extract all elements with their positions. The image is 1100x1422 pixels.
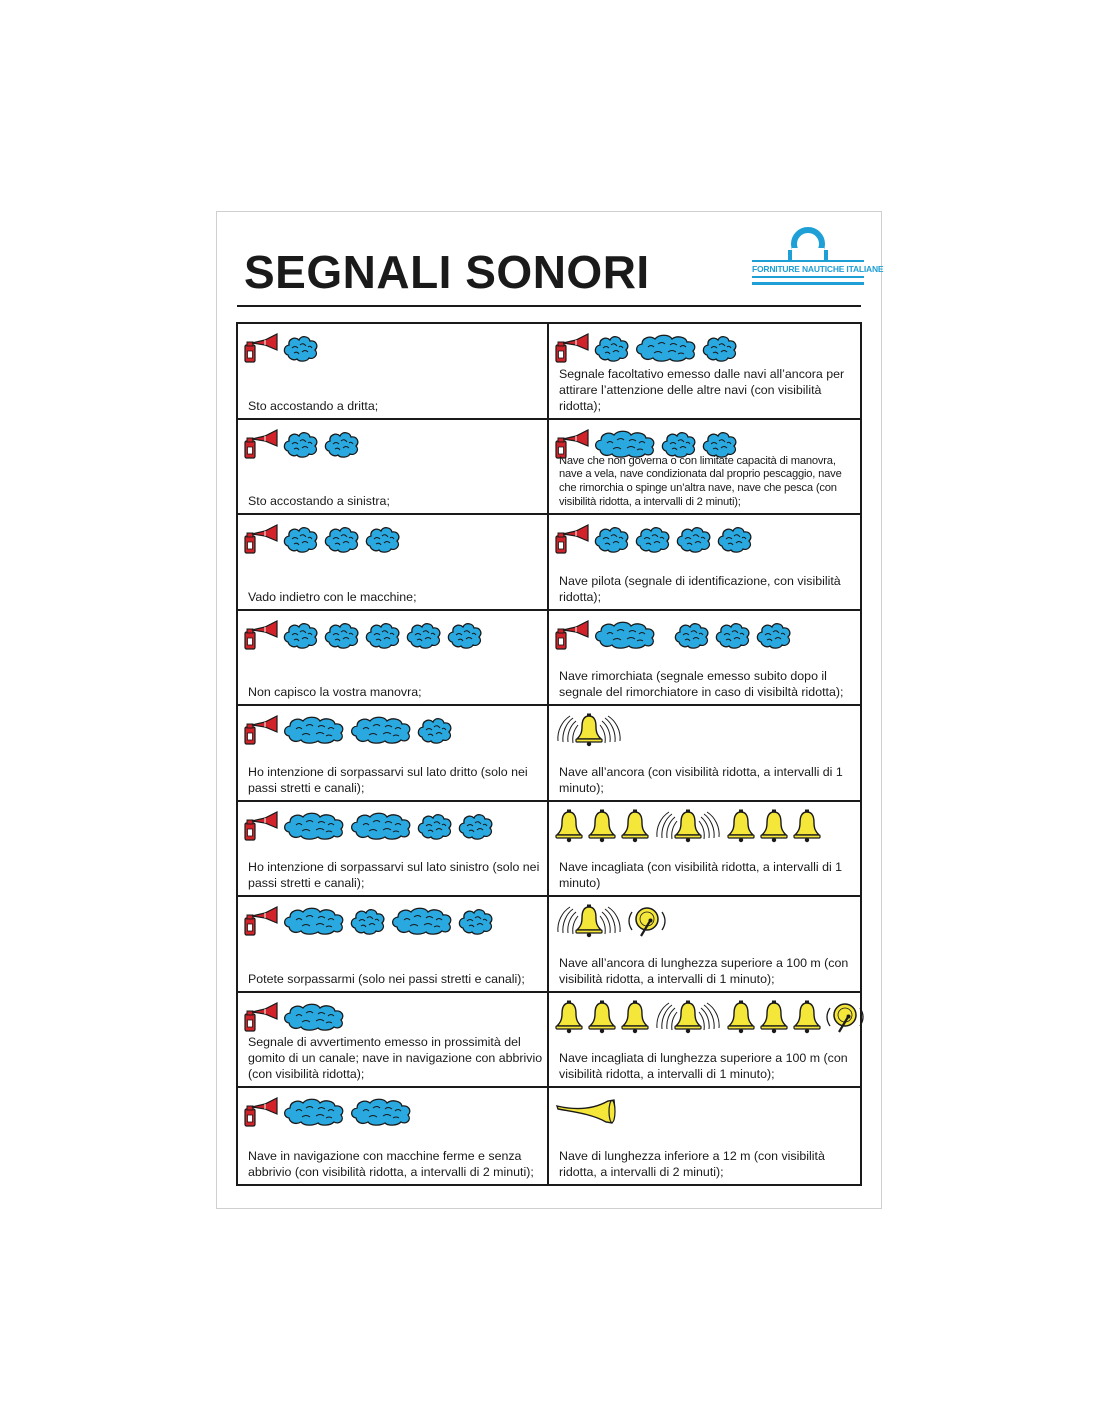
long-blast-icon	[634, 332, 698, 364]
ringing-bell-icon	[653, 809, 723, 843]
signal-cell-18	[549, 1088, 860, 1184]
logo-stripe	[752, 282, 864, 285]
bell-icon	[759, 1000, 789, 1034]
signal-cell-15	[238, 993, 549, 1089]
long-blast-icon	[390, 905, 454, 937]
ringing-bell-icon	[554, 904, 624, 938]
signal-description: Nave in navigazione con macchine ferme e senza abbrivio (con visibilità ridotta, a intervalli di 2 minuti);	[248, 1149, 534, 1179]
bell-icon	[792, 809, 822, 843]
signal-description: Sto accostando a dritta;	[248, 398, 379, 413]
bell-icon	[554, 809, 584, 843]
bell-icon	[759, 809, 789, 843]
short-blast-icon	[457, 906, 495, 936]
gong-icon	[627, 904, 667, 938]
short-blast-icon	[282, 524, 320, 554]
long-blast-icon	[282, 905, 346, 937]
page-title: SEGNALI SONORI	[244, 246, 650, 298]
short-blast-icon	[634, 524, 672, 554]
bell-icon	[587, 1000, 617, 1034]
signal-description: Ho intenzione di sorpassarvi sul lato dritto (solo nei passi stretti e canali);	[248, 764, 528, 795]
signal-icons	[554, 1094, 618, 1130]
short-blast-icon	[323, 524, 361, 554]
signal-cell-12	[549, 802, 860, 898]
long-blast-icon	[282, 714, 346, 746]
bell-icon	[620, 809, 650, 843]
long-blast-icon	[349, 714, 413, 746]
short-blast-icon	[446, 620, 484, 650]
horn-icon	[554, 620, 590, 650]
brand-logo	[752, 226, 884, 290]
short-blast-icon	[349, 906, 387, 936]
short-blast-icon	[416, 715, 454, 745]
short-blast-icon	[593, 524, 631, 554]
signal-table	[236, 322, 862, 1186]
short-blast-icon	[416, 811, 454, 841]
signal-icons	[554, 521, 754, 557]
short-blast-icon	[282, 620, 320, 650]
short-blast-icon	[364, 524, 402, 554]
signal-description: Ho intenzione di sorpassarvi sul lato sinistro (solo nei passi stretti e canali);	[248, 860, 540, 891]
logo-text: FORNITURE NAUTICHE ITALIANE	[752, 264, 884, 274]
signal-description: Segnale di avvertimento emesso in prossimità del gomito di un canale; nave in navigazione con abbrivio (con visibilità ridotta);	[248, 1035, 543, 1082]
short-blast-icon	[673, 620, 711, 650]
title-rule	[237, 305, 861, 307]
signal-icons	[243, 521, 402, 557]
signal-description: Potete sorpassarmi (solo nei passi stretti e canali);	[248, 971, 525, 986]
signal-description: Sto accostando a sinistra;	[248, 494, 390, 509]
signal-cell-10	[549, 706, 860, 802]
bell-icon	[792, 1000, 822, 1034]
signal-description: Nave che non governa o con limitate capacità di manovra, nave a vela, nave condizionata dal proprio pescaggio, nave che rimorchia o spinge un’altra nave, nave che pesca (con visibilità ridotta, a intervalli di 2 minuti);	[559, 454, 842, 508]
signal-cell-13	[238, 897, 549, 993]
signal-description: Non capisco la vostra manovra;	[248, 685, 422, 700]
signal-icons	[554, 712, 624, 748]
horn-icon	[243, 524, 279, 554]
signal-icons	[554, 617, 793, 653]
signal-description: Nave incagliata (con visibilità ridotta, a intervalli di 1 minuto)	[559, 860, 843, 891]
short-blast-icon	[405, 620, 443, 650]
short-blast-icon	[755, 620, 793, 650]
short-blast-icon	[675, 524, 713, 554]
short-blast-icon	[593, 333, 631, 363]
long-blast-icon	[349, 1096, 413, 1128]
signal-icons	[554, 808, 822, 844]
long-blast-icon	[282, 1096, 346, 1128]
hunting-horn-icon	[554, 1097, 618, 1127]
signal-icons	[243, 426, 361, 462]
horn-icon	[243, 906, 279, 936]
signal-description: Vado indietro con le macchine;	[248, 589, 417, 604]
horn-icon	[243, 333, 279, 363]
signal-description: Segnale facoltativo emesso dalle navi all’ancora per attirare l’attenzione delle altre navi (con visibilità ridotta);	[559, 366, 845, 413]
signal-icons	[243, 617, 484, 653]
signal-icons	[243, 330, 320, 366]
signal-cell-11	[238, 802, 549, 898]
signal-icons	[554, 903, 667, 939]
signal-description: Nave all’ancora (con visibilità ridotta, a intervalli di 1 minuto);	[559, 764, 843, 795]
gong-icon	[825, 1000, 865, 1034]
signal-icons	[243, 808, 495, 844]
signal-cell-8	[549, 611, 860, 707]
signal-cell-3	[238, 420, 549, 516]
signal-cell-17	[238, 1088, 549, 1184]
horn-icon	[554, 333, 590, 363]
short-blast-icon	[457, 811, 495, 841]
bell-icon	[587, 809, 617, 843]
short-blast-icon	[701, 333, 739, 363]
long-blast-icon	[282, 1001, 346, 1033]
signal-cell-16	[549, 993, 860, 1089]
signal-icons	[554, 330, 739, 366]
short-blast-icon	[714, 620, 752, 650]
signal-cell-2	[549, 324, 860, 420]
horn-icon	[243, 715, 279, 745]
long-blast-icon	[593, 619, 657, 651]
horn-icon	[243, 1097, 279, 1127]
short-blast-icon	[282, 429, 320, 459]
signal-description: Nave rimorchiata (segnale emesso subito dopo il segnale del rimorchiatore in caso di visibiltà ridotta);	[559, 669, 844, 700]
signal-icons	[243, 999, 346, 1035]
bell-icon	[620, 1000, 650, 1034]
signal-cell-9	[238, 706, 549, 802]
horn-icon	[243, 1002, 279, 1032]
signal-description: Nave di lunghezza inferiore a 12 m (con visibilità ridotta, a intervalli di 2 minuti);	[559, 1149, 825, 1179]
signal-cell-14	[549, 897, 860, 993]
signal-description: Nave pilota (segnale di identificazione, con visibilità ridotta);	[559, 573, 841, 604]
signal-icons	[243, 712, 454, 748]
short-blast-icon	[716, 524, 754, 554]
long-blast-icon	[282, 810, 346, 842]
long-blast-icon	[349, 810, 413, 842]
signal-description: Nave all’ancora di lunghezza superiore a 100 m (con visibilità ridotta, a intervalli di 1 minuto);	[559, 955, 849, 986]
short-blast-icon	[282, 333, 320, 363]
horn-icon	[243, 811, 279, 841]
horn-icon	[243, 429, 279, 459]
bell-icon	[726, 809, 756, 843]
bell-icon	[726, 1000, 756, 1034]
short-blast-icon	[323, 429, 361, 459]
short-blast-icon	[323, 620, 361, 650]
signal-cell-4	[549, 420, 860, 516]
bell-icon	[554, 1000, 584, 1034]
horn-icon	[243, 620, 279, 650]
horn-icon	[554, 524, 590, 554]
ringing-bell-icon	[554, 713, 624, 747]
short-blast-icon	[364, 620, 402, 650]
lifebuoy-logo-icon	[752, 226, 864, 262]
signal-cell-7	[238, 611, 549, 707]
signal-cell-1	[238, 324, 549, 420]
signal-icons	[243, 1094, 413, 1130]
signal-description: Nave incagliata di lunghezza superiore a 100 m (con visibilità ridotta, a intervalli di 1 minuto);	[559, 1051, 848, 1082]
signal-cell-5	[238, 515, 549, 611]
signal-icons	[554, 999, 865, 1035]
signal-icons	[243, 903, 495, 939]
signal-cell-6	[549, 515, 860, 611]
ringing-bell-icon	[653, 1000, 723, 1034]
